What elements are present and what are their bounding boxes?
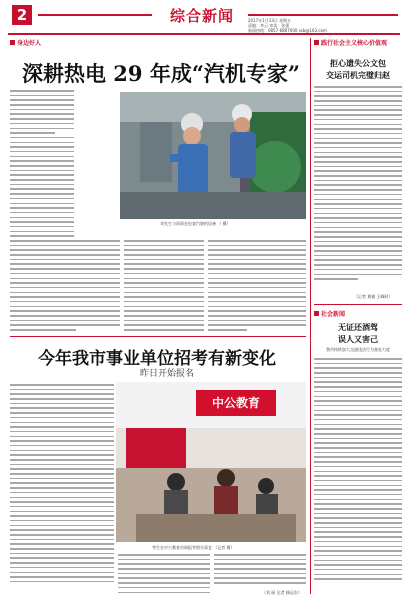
page-number: 2 [12,5,32,25]
bottom-headline: 今年我市事业单位招考有新变化 [38,349,276,369]
section-label-right-top: 践行社会主义核心价值观 [314,38,387,47]
header-rule-left [38,14,152,16]
section-marker-icon [314,40,319,45]
section-label-left: 身边好人 [10,38,41,47]
right-top-byline: （记者 黄雅 王峰时） [354,294,393,299]
right-top-article-body [314,86,402,290]
header-editors: 责编：李云 审读：张强 [248,23,290,28]
right-bottom-headline-2: 误人又害己 [338,334,378,344]
article-divider [10,336,306,337]
right-divider [314,304,402,305]
right-top-headline-1: 拒心遗失公文包 [330,58,386,68]
header-divider [8,33,400,35]
bottom-article-column-1 [10,384,114,596]
column-divider [310,38,311,594]
header-rule-right [248,14,398,16]
header-contact: 新闻热线：0857-6867000 ssb@163.com [248,28,327,33]
main-headline: 深耕热电 29 年成“汽机专家” [22,61,301,86]
bottom-photo-caption: 考生在中公教育咨询报考相关事宜 （记者 摄） [152,545,235,550]
right-top-headline-2: 交运司机完璧归赵 [326,70,390,80]
section-label-right-bottom: 社会新闻 [314,309,345,318]
photo-caption: 刘先生与同事在检查汽轮机设备 （ 摄） [160,221,231,226]
section-marker-icon [314,311,319,316]
article-photo-workers [120,92,306,219]
article-column-4 [208,240,306,332]
header-meta [248,18,404,33]
bottom-article-column-3 [214,554,306,590]
right-bottom-headline-1: 无证还酒驾 [338,322,378,332]
page-header [0,0,408,33]
photo-banner-text: 中公教育 [211,396,260,410]
section-title: 综合新闻 [169,7,234,25]
article-column-1 [10,90,74,240]
bottom-subheadline: 昨日开始报名 [140,369,195,379]
bottom-article-column-2 [118,554,210,596]
section-marker-icon [10,40,15,45]
right-bottom-subheadline: 我市持续加大交通违法行为查处力度 [326,347,390,352]
header-date: 2017年1月13日 星期五 [248,18,292,23]
bottom-byline: （刘 丽 记者 顾远东） [262,590,302,595]
right-bottom-article-body [314,358,402,596]
article-column-2 [10,240,120,332]
article-photo-recruitment [116,382,306,542]
article-column-3 [124,240,204,332]
